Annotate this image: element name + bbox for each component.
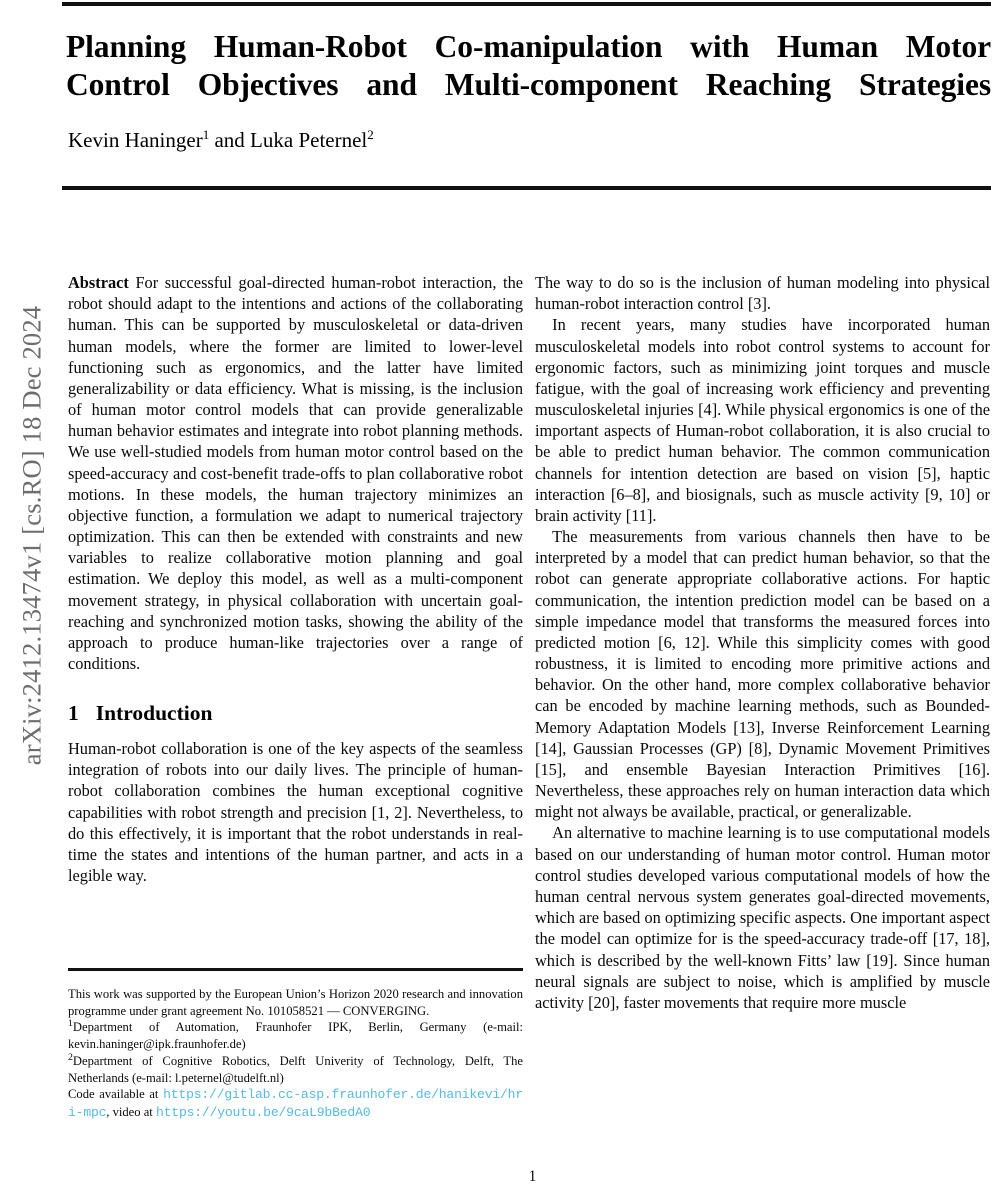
footnote-rule	[68, 968, 523, 971]
intro-paragraph-1: Human-robot collaboration is one of the key aspects of the seamless integration of robots into our daily lives. The principle of human-robot collaboration combines the human exceptional cognitive capabilities with robot strength and precision [1, 2]. Nevertheless, to do this effectively, it is important that the robot understands in real-time the states and intentions of the human partner, and acts in a legible way.	[68, 739, 523, 886]
footnote-affiliation-1	[68, 1019, 523, 1052]
page-number	[0, 1168, 993, 1186]
code-repository-link[interactable]: https://gitlab.cc-asp.fraunhofer.de/hanikevi/hri-mpc	[68, 1087, 523, 1120]
footnote-block	[68, 986, 523, 1121]
arxiv-stamp: arXiv:2412.13474v1 [cs.RO] 18 Dec 2024	[16, 305, 47, 766]
abstract-label: Abstract	[68, 273, 129, 292]
section-number: 1	[68, 701, 79, 726]
code-available-label: Code available at	[68, 1087, 164, 1102]
page-number-value: 1	[528, 1168, 537, 1185]
header-rule	[62, 186, 991, 190]
author-line: Kevin Haninger$^1$ and Luka Peternel$^2$	[68, 127, 374, 152]
right-paragraph-1: The way to do so is the inclusion of human modeling into physical human-robot interaction control [3].	[535, 273, 990, 314]
footnote-affiliation-1-text: Department of Automation, Fraunhofer IPK, Berlin, Germany (e-mail: kevin.haninger@ipk.fraunhofer.de)	[68, 1020, 523, 1052]
footnote-affiliation-2-text: Department of Cognitive Robotics, Delft Univerity of Technology, Delft, The Netherlands (e-mail: l.peternel@tudelft.nl)	[68, 1053, 523, 1085]
right-paragraph-4: An alternative to machine learning is to use computational models based on our understanding of human motor control. Human motor control studies developed various computational models of how the human central nervous system generates goal-directed movements, which are based on optimizing specific aspects. One important aspect the model can optimize for is the speed-accuracy trade-off [17, 18], which is described by the well-known Fitts’ law [19]. Since human neural signals are subject to noise, which is amplified by muscle activity [20], faster movements that require more muscle	[535, 823, 990, 1012]
video-link[interactable]: https://youtu.be/9caL9bBedA0	[155, 1104, 371, 1120]
abstract-paragraph	[68, 272, 523, 674]
left-column	[68, 272, 523, 886]
video-separator-label: , video at	[106, 1104, 156, 1119]
abstract-text: For successful goal-directed human-robot interaction, the robot should adapt to the intentions and actions of the collaborating human. This can be supported by musculoskeletal or data-driven human models, where the former are limited to lower-level functioning such as ergonomics, and the latter have limited generalizability or data efficiency. What is missing, is the inclusion of human motor control models that can provide generalizable human behavior estimates and integrate into robot planning methods. We use well-studied models from human motor control based on the speed-accuracy and cost-benefit trade-offs to plan collaborative robot motions. In these models, the human trajectory minimizes an objective function, a formulation we adapt to numerical trajectory optimization. This can then be extended with constraints and new variables to realize collaborative motion planning and goal estimation. We deploy this model, as well as a multi-component movement strategy, in physical collaboration with uncertain goal-reaching and synchronized motion tasks, showing the ability of the approach to produce human-like trajectories over a range of conditions.	[68, 273, 523, 674]
right-paragraph-3: The measurements from various channels then have to be interpreted by a model that can predict human behavior, so that the robot can generate appropriate collaborative actions. For haptic communication, the intention prediction model can be based on a simple impedance model that transforms the measured forces into predicted motion [6, 12]. While this simplicity comes with good robustness, it is limited to encoding more primitive actions and behavior. On the other hand, more complex collaborative behavior can be encoded by machine learning methods, such as Bounded-Memory Adaptation Models [13], Inverse Reinforcement Learning [14], Gaussian Processes (GP) [8], Dynamic Movement Primitives [15], and ensemble Bayesian Interaction Primitives [16]. Nevertheless, these approaches rely on human interaction data which might not always be available, practical, or generalizable.	[535, 527, 990, 822]
right-paragraph-2: In recent years, many studies have incorporated human musculoskeletal models into robot control systems to account for ergonomic factors, such as minimizing joint torques and muscle fatigue, with the goal of increasing work efficiency and preventing musculoskeletal injuries [4]. While physical ergonomics is one of the important aspects of Human-robot collaboration, it is also crucial to be able to predict human behavior. The common communication channels for intention detection are based on vision [5], haptic interaction [6–8], and biosignals, such as muscle activity [9, 10] or brain activity [11].	[535, 315, 990, 525]
footnote-code-and-video	[68, 1086, 523, 1121]
page-title: Planning Human-Robot Co-manipulation with Human Motor Control Objectives and Multi-component Reaching Strategies	[66, 29, 991, 103]
top-rule	[62, 2, 991, 6]
section-heading-introduction	[68, 701, 523, 727]
section-title: Introduction	[95, 701, 213, 726]
footnote-affiliation-2	[68, 1053, 523, 1086]
footnote-marker-1: 1	[68, 1018, 73, 1030]
title-block	[66, 28, 991, 104]
footnote-funding: This work was supported by the European Union’s Horizon 2020 research and innovation programme under grant agreement No. 101058521 — CONVERGING.	[68, 987, 523, 1018]
footnote-marker-2: 2	[68, 1051, 73, 1063]
right-column	[535, 272, 990, 1013]
